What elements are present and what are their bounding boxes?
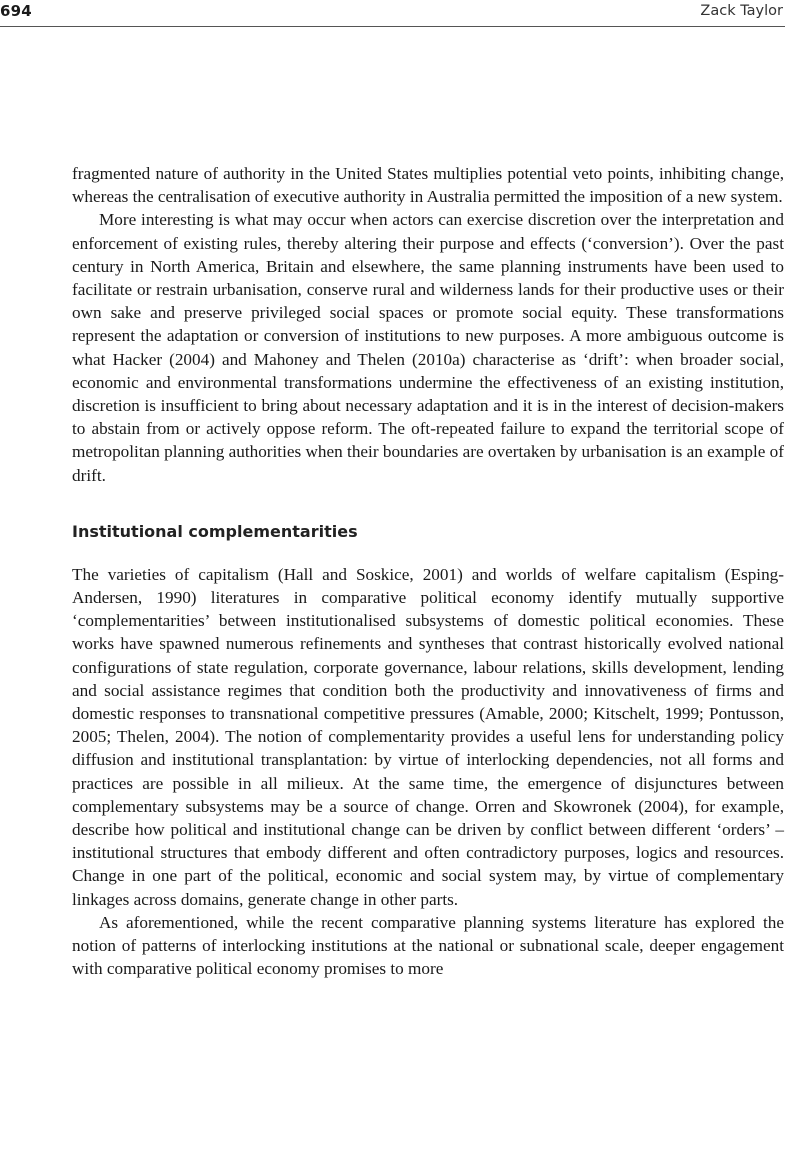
section-heading: Institutional complementarities	[72, 521, 358, 541]
running-head-author: Zack Taylor	[700, 3, 783, 19]
paragraph-conversion-drift: More interesting is what may occur when actors can exercise discretion over the interpretation and enforcement of existing rules, thereby altering their purpose and effects (‘conversion’). Over the past century in North America, Britain and elsewhere, the same planning instruments have been used to facilitate or restrain urbanisation, conserve rural and wilderness lands for their productive uses or their own sake and preserve privileged social spaces or promote social equity. These transformations represent the adaptation or conversion of institutions to new purposes. A more ambiguous outcome is what Hacker (2004) and Mahoney and Thelen (2010a) characterise as ‘drift’: when broader social, economic and environmental transformations undermine the effectiveness of an existing institution, discretion is insufficient to bring about necessary adaptation and it is in the interest of decision-makers to abstain from or actively oppose reform. The oft-repeated failure to expand the territorial scope of metropolitan planning authorities when their boundaries are overtaken by urbanisation is an example of drift.	[72, 210, 784, 485]
running-header	[0, 0, 785, 27]
paragraph-aforementioned: As aforementioned, while the recent comparative planning systems literature has explored the notion of patterns of interlocking institutions at the national or subnational scale, deeper engagement with comparative political economy promises to more	[72, 912, 784, 979]
article-body	[72, 162, 784, 981]
paragraph-complementarities: The varieties of capitalism (Hall and Soskice, 2001) and worlds of welfare capitalism (Esping-Andersen, 1990) literatures in comparative political economy identify mutually supportive ‘complementarities’ between institutionalised subsystems of domestic political economies. These works have spawned numerous refinements and syntheses that contrast historically evolved national configurations of state regulation, corporate governance, labour relations, skills development, lending and social assistance regimes that condition both the productivity and innovativeness of firms and domestic responses to transnational competitive pressures (Amable, 2000; Kitschelt, 1999; Pontusson, 2005; Thelen, 2004). The notion of complementarity provides a useful lens for understanding policy diffusion and institutional transplantation: by virtue of interlocking dependencies, not all forms and practices are possible in all milieux. At the same time, the emergence of disjunctures between complementary subsystems may be a source of change. Orren and Skowronek (2004), for example, describe how political and institutional change can be driven by conflict between different ‘orders’ – institutional structures that embody different and often contradictory purposes, logics and resources. Change in one part of the political, economic and social system may, by virtue of complementary linkages across domains, generate change in other parts.	[72, 564, 784, 909]
page-number: 694	[0, 2, 32, 20]
paragraph-continued: fragmented nature of authority in the United States multiplies potential veto points, inhibiting change, whereas the centralisation of executive authority in Australia permitted the imposition of a new system.	[72, 164, 784, 207]
